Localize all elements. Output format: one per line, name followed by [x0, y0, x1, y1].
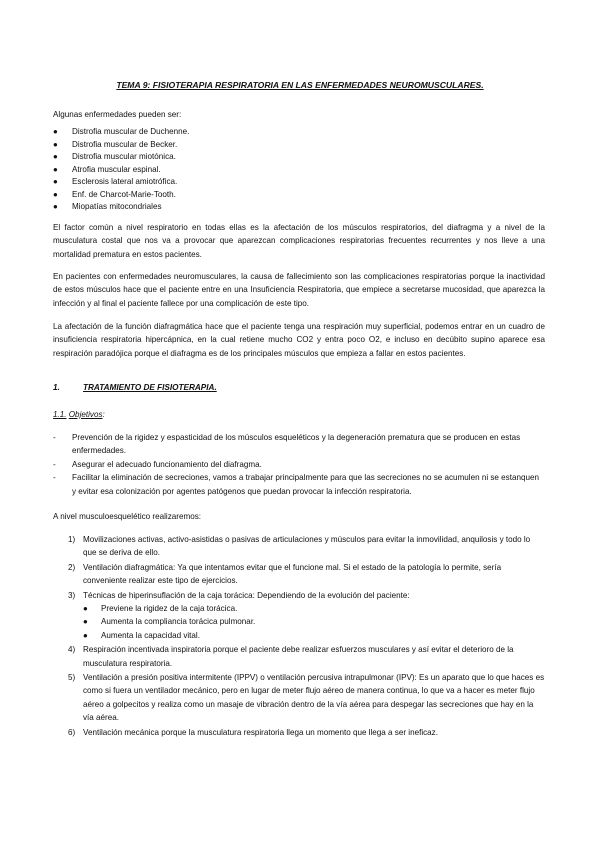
list-item: ● Atrofia muscular espinal.: [53, 164, 545, 177]
paragraph-1: El factor común a nivel respiratorio en todas ellas es la afectación de los músculos respiratorios, del diafragma y a nivel de la musculatura costal que nos va a provocar que aparezcan complicaciones respiratorias frecuentes recurrentes y nos lleve a una mortalidad prematura en estos pacientes.: [53, 223, 545, 259]
list-item: 6) Ventilación mecánica porque la musculatura respiratoria llega un momento que llega a ser ineficaz.: [68, 727, 438, 737]
list-item: 3) Técnicas de hiperinsuflación de la caja torácica: Dependiendo de la evolución del paciente: ● Previene la rigidez de la caja torácica. ● Aumenta la compliancia torácica pulmonar. ● Aumenta la capacidad vital.: [68, 589, 545, 643]
sub-list-item: ● Aumenta la capacidad vital.: [83, 629, 545, 642]
list-item: 4) Respiración incentivada inspiratoria porque el paciente debe realizar esfuerzos musculares y así evitar el deterioro de la musculatura respiratoria.: [68, 645, 514, 668]
section-heading-1-1: 1.1. Objetivos:: [53, 410, 105, 419]
bullet-icon: ●: [53, 164, 58, 174]
list-item: ● Distrofia muscular de Duchenne.: [53, 126, 545, 139]
disease-list: [53, 126, 545, 214]
list-item: 2) Ventilación diafragmática: Ya que intentamos evitar que el funcione mal. Si el estado de la patología lo permite, sería conveniente realizar este tipo de ejercicios.: [68, 562, 502, 586]
bullet-icon: ●: [83, 630, 88, 640]
sub-list-item: ● Previene la rigidez de la caja torácica.: [83, 602, 545, 615]
sub-list-item: ● Aumenta la compliancia torácica pulmonar.: [83, 615, 545, 628]
list-item: 1) Movilizaciones activas, activo-asistidas o pasivas de articulaciones y músculos para evitar la inmovilidad, anquilosis y todo lo que se deriva de ello.: [68, 535, 531, 558]
list-item: - Prevención de la rigidez y espasticidad de los músculos esqueléticos y la degeneración prematura que se producen en estas enfermedades.: [53, 433, 521, 456]
treatment-list: [68, 533, 545, 740]
bullet-icon: ●: [83, 604, 88, 614]
page-title: TEMA 9: FISIOTERAPIA RESPIRATORIA EN LAS ENFERMEDADES NEUROMUSCULARES.: [116, 80, 484, 90]
bullet-icon: ●: [53, 202, 58, 211]
bullet-icon: ●: [53, 127, 58, 136]
dash-marker: -: [53, 433, 56, 442]
bullet-icon: ●: [83, 617, 88, 627]
list-item: ● Esclerosis lateral amiotrófica.: [53, 176, 545, 189]
list-item: ● Miopatías mitocondriales: [53, 201, 545, 214]
dash-marker: -: [53, 459, 56, 469]
section-heading-1: 1. TRATAMIENTO DE FISIOTERAPIA.: [53, 383, 217, 392]
paragraph-3: La afectación de la función diafragmática hace que el paciente tenga una respiración muy superficial, podemos entrar en un cuadro de insuficiencia respiratoria hipercápnica, en la cual retiene mucho CO2 y entra poco O2, e incluso en decúbito supino aparece esa respiración paradójica porque el diafragma es de los principales músculos que empieza a fallar en estos pacientes.: [53, 322, 545, 358]
list-item: ● Distrofia muscular miotónica.: [53, 151, 545, 164]
bullet-icon: ●: [53, 177, 58, 186]
objectives-list: [53, 431, 545, 498]
paragraph-2: En pacientes con enfermedades neuromusculares, la causa de fallecimiento son las complicaciones respiratorias porque la inactividad de estos músculos hace que el paciente entre en una Insuficiencia Respiratoria, que empiece a secretarse mucosidad, que aparezca la infección y al final el paciente fallece por una complicación de este tipo.: [53, 272, 545, 308]
bullet-icon: ●: [53, 189, 58, 199]
dash-marker: -: [53, 473, 56, 483]
list-item: ● Distrofia muscular de Becker.: [53, 139, 545, 152]
intro-text: Algunas enfermedades pueden ser:: [53, 110, 182, 119]
list-item: ● Enf. de Charcot-Marie-Tooth.: [53, 189, 545, 202]
musculo-intro: A nivel musculoesquelético realizaremos:: [53, 512, 202, 521]
list-item: - Asegurar el adecuado funcionamiento del diafragma.: [53, 458, 545, 471]
bullet-icon: ●: [53, 152, 58, 161]
bullet-icon: ●: [53, 139, 58, 149]
list-item: 5) Ventilación a presión positiva intermitente (IPPV) o ventilación percusiva intrapulmonar (IPV): Es un aparato que lo que haces es como si fuera un ventilador mecánico, pero en lugar de meter flujo aéreo de manera continua, lo que va a hacer es meter flujo aéreo a golpecitos y realiza como un masaje de vibración dentro de la vía aérea para despegar las secreciones que hay en la vía aérea.: [68, 673, 545, 723]
list-item: - Facilitar la eliminación de secreciones, vamos a trabajar principalmente para que las secreciones no se acumulen ni se estanquen y evitar esa colonización por agentes patógenos que puedan provocar la infección respiratoria.: [53, 473, 539, 496]
